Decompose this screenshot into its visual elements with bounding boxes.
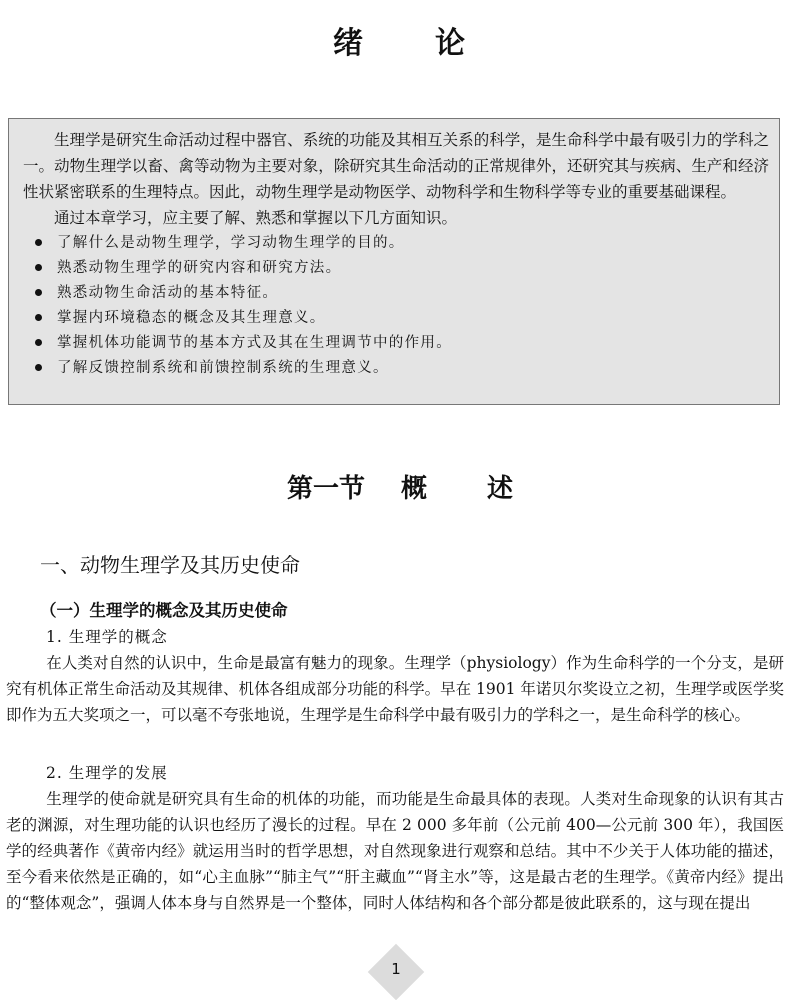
objective-item: 掌握内环境稳态的概念及其生理意义。 [57, 306, 769, 331]
heading-level-3: 2. 生理学的发展 [46, 764, 168, 782]
bullet-dot-icon [35, 314, 42, 321]
chapter-title-char-2: 论 [435, 26, 467, 61]
bullet-dot-icon [35, 239, 42, 246]
heading-level-1: 一、动物生理学及其历史使命 [40, 553, 300, 577]
objective-item: 了解反馈控制系统和前馈控制系统的生理意义。 [57, 356, 769, 381]
page-number-badge [368, 944, 424, 1000]
chapter-title-char-1: 绪 [333, 26, 365, 61]
bullet-dot-icon [35, 289, 42, 296]
section-title: 第一节 概 述 [286, 474, 514, 504]
subsection-concept [6, 624, 784, 728]
heading-level-2: （一）生理学的概念及其历史使命 [40, 601, 288, 620]
bullet-dot-icon [35, 364, 42, 371]
objective-item: 熟悉动物生命活动的基本特征。 [57, 281, 769, 306]
intro-paragraph: 生理学是研究生命活动过程中器官、系统的功能及其相互关系的科学，是生命科学中最有吸引力的学科之一。动物生理学以畜、禽等动物为主要对象，除研究其生命活动的正常规律外，还研究其与疾病、生产和经济性状紧密联系的生理特点。因此，动物生理学是动物医学、动物科学和生物科学等专业的重要基础课程。 [23, 131, 769, 201]
page-number: 1 [391, 960, 401, 978]
subsection-development [6, 760, 784, 916]
intro-lead-in: 通过本章学习，应主要了解、熟悉和掌握以下几方面知识。 [54, 209, 458, 227]
body-paragraph: 生理学的使命就是研究具有生命的机体的功能，而功能是生命最具体的表现。人类对生命现象的认识有其古老的渊源，对生理功能的认识也经历了漫长的过程。早在 2 000 多年前（公元前 400—公元前 300 年），我国医学的经典著作《黄帝内经》就运用当时的哲学思想，对自然现象进行观察和总结。其中不少关于人体功能的描述，至今看来依然是正确的，如“心主血脉”“肺主气”“肝主藏血”“肾主水”等，这是最古老的生理学。《黄帝内经》提出的“整体观念”，强调人体本身与自然界是一个整体，同时人体结构和各个部分都是彼此联系的，这与现在提出 [6, 790, 784, 912]
bullet-dot-icon [35, 339, 42, 346]
chapter-title [0, 18, 800, 62]
objective-item: 掌握机体功能调节的基本方式及其在生理调节中的作用。 [57, 331, 769, 356]
learning-objectives-list [23, 231, 769, 381]
body-paragraph: 在人类对自然的认识中，生命是最富有魅力的现象。生理学（physiology）作为生命科学的一个分支，是研究有机体正常生命活动及其规律、机体各组成部分功能的科学。早在 1901 年诺贝尔奖设立之初，生理学或医学奖即作为五大奖项之一，可以毫不夸张地说，生理学是生命科学中最有吸引力的学科之一，是生命科学的核心。 [6, 654, 784, 724]
objective-item: 了解什么是动物生理学，学习动物生理学的目的。 [57, 231, 769, 256]
objective-item: 熟悉动物生理学的研究内容和研究方法。 [57, 256, 769, 281]
bullet-dot-icon [35, 264, 42, 271]
chapter-intro-box [8, 118, 780, 405]
heading-level-3: 1. 生理学的概念 [46, 628, 168, 646]
